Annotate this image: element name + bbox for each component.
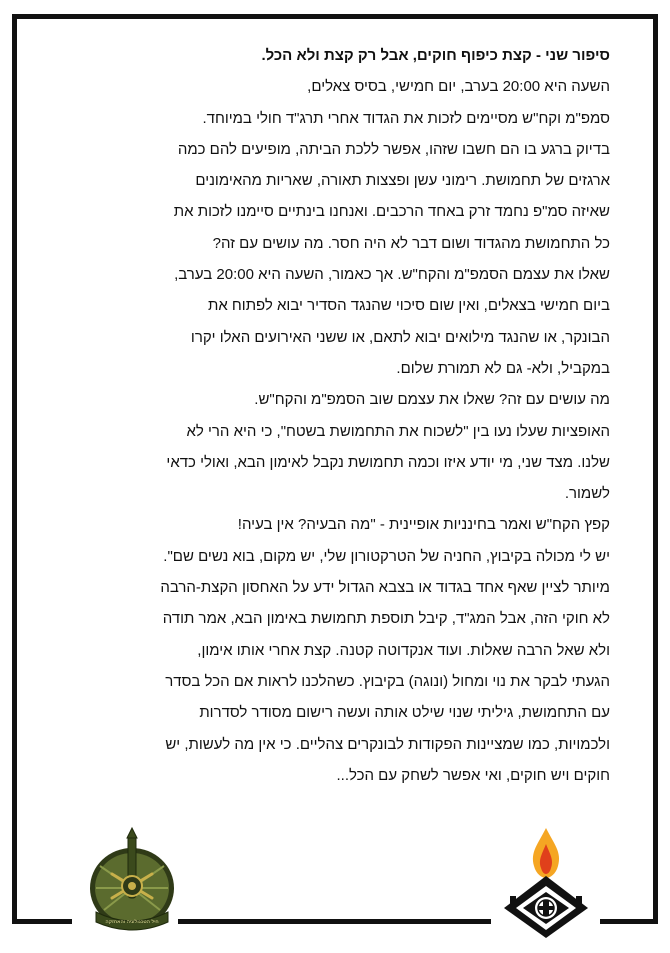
story-line: מה עושים עם זה? שאלו את עצמם שוב הסמפ"מ והקח"ש. xyxy=(254,391,610,409)
story-line: ארגזים של תחמושת. רימוני עשן ופצצות תאורה, שאריות מהאימונים xyxy=(195,172,610,190)
story-title: סיפור שני - קצת כיפוף חוקים, אבל רק קצת ולא הכל. xyxy=(261,47,610,64)
story-line: שלנו. מצד שני, מי יודע איזו וכמה תחמושת נקבל לאימון הבא, ואולי כדאי xyxy=(166,453,610,471)
frame-bottom-border-left xyxy=(12,919,72,924)
story-text xyxy=(50,40,610,791)
story-line: השעה היא 20:00 בערב, יום חמישי, בסיס צאלים, xyxy=(307,78,610,96)
story-line: שאיזה סמ"פ נחמד זרק באחד הרכבים. ואנחנו בינתיים סיימנו לזכות את xyxy=(173,203,610,221)
frame-bottom-border-right xyxy=(600,919,658,924)
story-line: ולכמויות, כמו שמציינות הפקודות לבונקרים צהליים. כי אין מה לעשות, יש xyxy=(165,735,610,753)
story-line: הבונקר, או שהנגד מילואים יבוא לתאם, או ששני האירועים האלו יקרו xyxy=(190,328,610,346)
frame-bottom-border-middle xyxy=(178,919,491,924)
story-line: במקביל, ולא- גם לא תמורת שלום. xyxy=(396,359,610,377)
story-line: לא חוקי הזה, אבל המג"ד, קיבל תוספת תחמושת באימון הבא, אמר תודה xyxy=(162,610,610,628)
frame-top-border xyxy=(12,14,658,19)
frame-right-border xyxy=(653,14,658,924)
story-line: חוקים ויש חוקים, ואי אפשר לשחק עם הכל... xyxy=(336,766,610,784)
story-line: מיותר לציין שאף אחד בגדוד או בצבא הגדול ידע על האחסון הקצת-הרבה xyxy=(160,579,610,597)
story-line: בדיוק ברגע בו הם חשבו שזהו, אפשר ללכת הביתה, מופיעים להם כמה xyxy=(177,140,610,158)
story-line: יש לי מכולה בקיבוץ, החניה של הטרקטורון שלי, יש מקום, בוא נשים שם". xyxy=(163,547,610,565)
story-line: סמפ"מ וקח"ש מסיימים לזכות את הגדוד אחרי תרג"ד חולי במיוחד. xyxy=(202,109,610,127)
unit-emblem-icon xyxy=(86,826,178,936)
story-line: כל התחמושת מהגדוד ושום דבר לא היה חסר. מה עושים עם זה? xyxy=(212,234,610,252)
story-line: לשמור. xyxy=(564,485,610,503)
frame-left-border xyxy=(12,14,17,924)
story-line: הגעתי לבקר את נוי ומחול (ונוגה) בקיבוץ. כשהלכנו לראות אם הכל בסדר xyxy=(165,672,610,690)
story-line: קפץ הקח"ש ואמר בחינניות אופיינית - "מה הבעיה? אין בעיה! xyxy=(237,516,610,534)
story-line: ולא שאל הרבה שאלות. ועוד אנקדוטה קטנה. קצת אחרי אותו אימון, xyxy=(197,641,610,659)
memorial-flame-emblem-icon xyxy=(496,826,596,938)
story-line: ביום חמישי בצאלים, ואין שום סיכוי שהנגד הסדיר יבוא לפתוח את xyxy=(207,297,610,315)
story-line: האופציות שעלו נעו בין "לשכוח את התחמושת בשטח", כי היא הרי לא xyxy=(186,422,610,440)
story-line: עם התחמושת, גיליתי שנוי שילט אותה ועשה רישום מסודר לסדרות xyxy=(199,704,610,722)
story-line: שאלו את עצמם הסמפ"מ והקח"ש. אך כאמור, השעה היא 20:00 בערב, xyxy=(174,266,610,284)
emblem-caption: חיל הטכנולוגיה והאחזקה xyxy=(105,919,159,925)
